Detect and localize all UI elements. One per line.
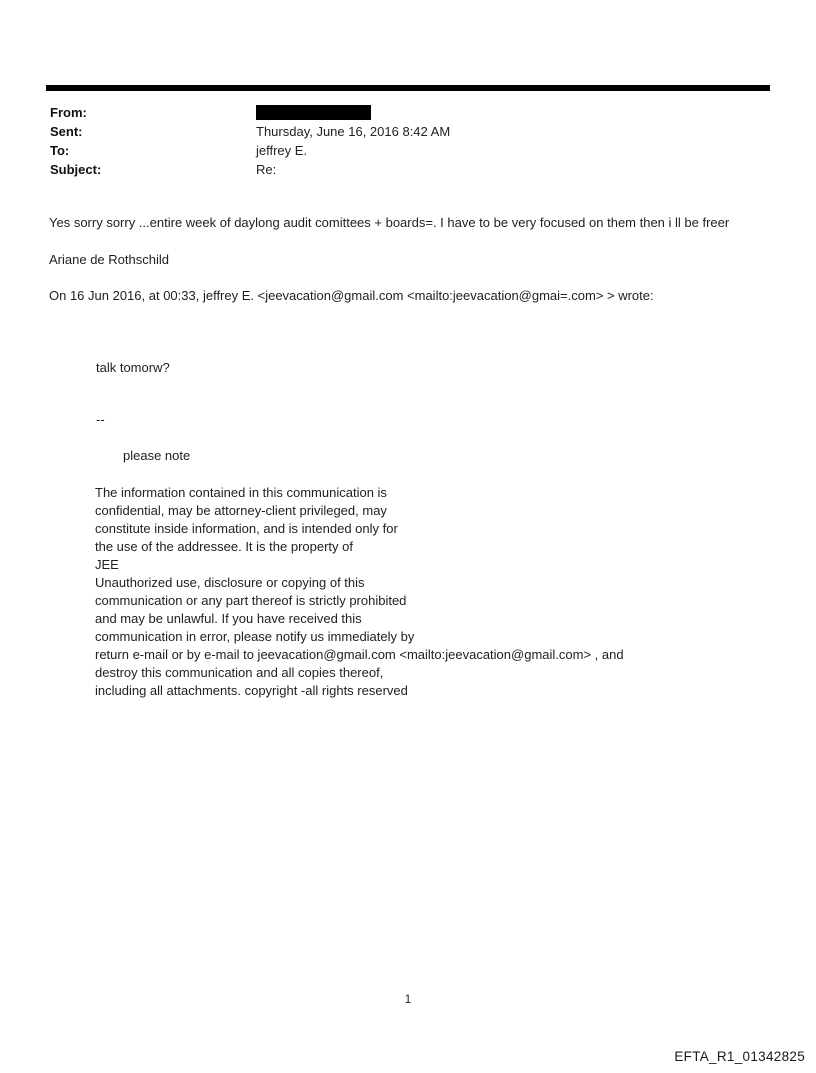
header-row-to (50, 141, 450, 160)
quote-attribution: On 16 Jun 2016, at 00:33, jeffrey E. <jeevacation@gmail.com <mailto:jeevacation@gmai=.com> > wrote: (49, 288, 654, 303)
quoted-message: talk tomorw? (96, 360, 170, 375)
header-divider-rule (46, 85, 770, 91)
reply-text: Yes sorry sorry ...entire week of daylong audit comittees + boards=. I have to be very focused on them then i ll be freer (49, 215, 730, 230)
header-row-subject (50, 160, 450, 179)
email-header (50, 103, 450, 179)
redaction-bar (256, 105, 371, 120)
sent-label: Sent: (50, 124, 83, 139)
disclaimer-line: including all attachments. copyright -all rights reserved (95, 683, 408, 698)
to-value: jeffrey E. (256, 143, 308, 158)
signature-separator: -- (96, 412, 105, 427)
sender-signature: Ariane de Rothschild (49, 252, 169, 267)
disclaimer-line: JEE (95, 557, 119, 572)
header-row-sent (50, 122, 450, 141)
subject-label: Subject: (50, 162, 102, 177)
disclaimer-line: Unauthorized use, disclosure or copying of this (95, 575, 365, 590)
disclaimer-line: The information contained in this communication is (95, 485, 387, 500)
header-row-from (50, 103, 450, 122)
sent-value: Thursday, June 16, 2016 8:42 AM (256, 124, 451, 139)
disclaimer-line: the use of the addressee. It is the property of (95, 539, 353, 554)
disclaimer-line: confidential, may be attorney-client privileged, may (95, 503, 387, 518)
disclaimer-line: return e-mail or by e-mail to jeevacation@gmail.com <mailto:jeevacation@gmail.com> , and (95, 647, 624, 662)
note-label: please note (123, 448, 191, 463)
to-label: To: (50, 143, 70, 158)
subject-value: Re: (256, 162, 277, 177)
from-value (256, 105, 371, 120)
disclaimer-line: and may be unlawful. If you have received this (95, 611, 362, 626)
disclaimer-block (95, 484, 624, 700)
bates-number: EFTA_R1_01342825 (674, 1049, 805, 1064)
page-number: 1 (404, 992, 412, 1006)
disclaimer-line: communication in error, please notify us immediately by (95, 629, 415, 644)
from-label: From: (50, 105, 87, 120)
disclaimer-line: destroy this communication and all copies thereof, (95, 665, 384, 680)
disclaimer-line: constitute inside information, and is intended only for (95, 521, 398, 536)
disclaimer-line: communication or any part thereof is strictly prohibited (95, 593, 407, 608)
